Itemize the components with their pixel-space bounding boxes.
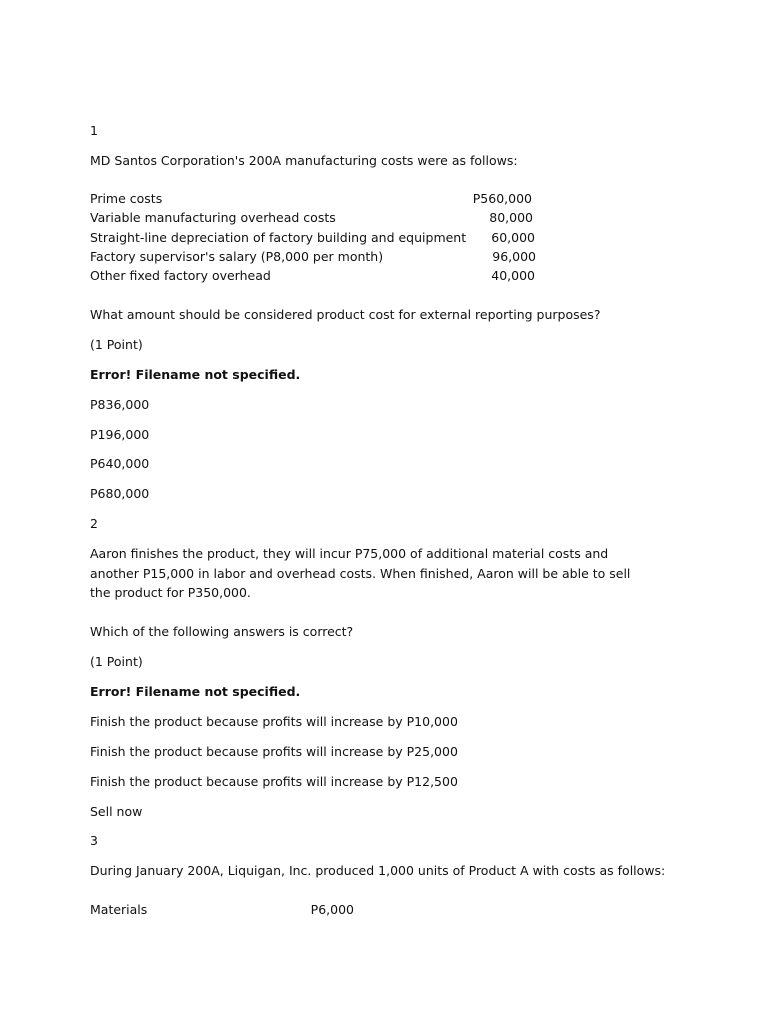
answer-option[interactable]: Finish the product because profits will increase by P25,000 bbox=[90, 744, 458, 759]
cost-label: Other fixed factory overhead bbox=[90, 268, 271, 283]
points-label: (1 Point) bbox=[90, 654, 143, 669]
cost-value: 60,000 bbox=[491, 230, 535, 245]
cost-row bbox=[90, 208, 538, 227]
cost-row bbox=[90, 228, 538, 247]
cost-value: 40,000 bbox=[491, 268, 535, 283]
image-error-text: Error! Filename not specified. bbox=[90, 367, 301, 382]
answer-option[interactable]: P836,000 bbox=[90, 397, 150, 412]
question-intro: MD Santos Corporation's 200A manufacturing costs were as follows: bbox=[90, 153, 518, 168]
image-error-text: Error! Filename not specified. bbox=[90, 684, 301, 699]
cost-value: 80,000 bbox=[489, 210, 533, 225]
cost-value: P6,000 bbox=[310, 902, 354, 917]
answer-option[interactable]: P680,000 bbox=[90, 486, 150, 501]
answer-option[interactable]: Sell now bbox=[90, 804, 143, 819]
question-text: Which of the following answers is correct? bbox=[90, 624, 354, 639]
question-number: 2 bbox=[90, 516, 98, 531]
cost-row bbox=[90, 247, 538, 266]
cost-row bbox=[90, 900, 354, 919]
question-number: 3 bbox=[90, 833, 98, 848]
cost-row bbox=[90, 266, 538, 285]
cost-label: Straight-line depreciation of factory building and equipment bbox=[90, 230, 467, 245]
points-label: (1 Point) bbox=[90, 337, 143, 352]
cost-label: Factory supervisor's salary (P8,000 per month) bbox=[90, 249, 384, 264]
cost-row bbox=[90, 189, 538, 208]
cost-value: 96,000 bbox=[492, 249, 536, 264]
cost-label: Variable manufacturing overhead costs bbox=[90, 210, 336, 225]
answer-option[interactable]: Finish the product because profits will increase by P10,000 bbox=[90, 714, 458, 729]
question-intro: Aaron finishes the product, they will incur P75,000 of additional material costs and another P15,000 in labor and overhead costs. When finished, Aaron will be able to sell the product for P350,000. bbox=[90, 546, 631, 600]
answer-option[interactable]: P640,000 bbox=[90, 456, 150, 471]
cost-label: Prime costs bbox=[90, 191, 163, 206]
cost-value: P560,000 bbox=[472, 191, 532, 206]
answer-option[interactable]: Finish the product because profits will increase by P12,500 bbox=[90, 774, 458, 789]
answer-option[interactable]: P196,000 bbox=[90, 427, 150, 442]
question-intro: During January 200A, Liquigan, Inc. produced 1,000 units of Product A with costs as follows: bbox=[90, 863, 666, 878]
cost-label: Materials bbox=[90, 902, 148, 917]
question-text: What amount should be considered product cost for external reporting purposes? bbox=[90, 307, 601, 322]
question-number: 1 bbox=[90, 123, 98, 138]
